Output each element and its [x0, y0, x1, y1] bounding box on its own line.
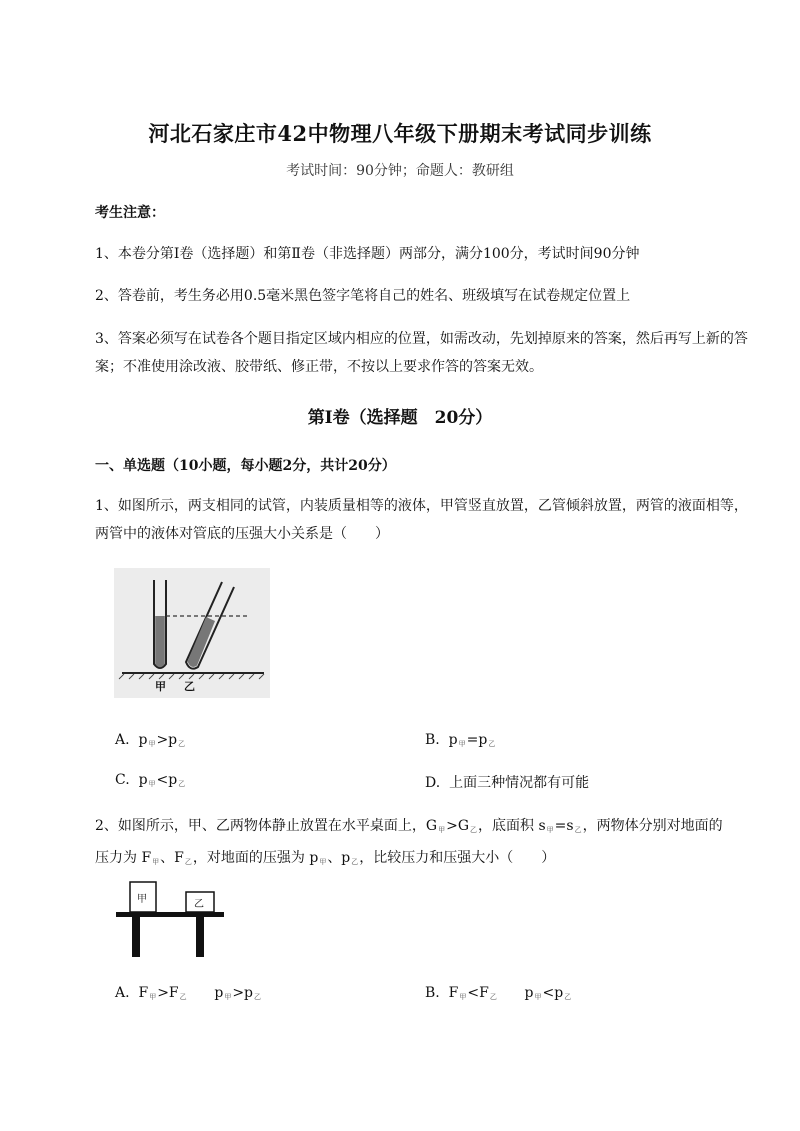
q1-option-c[interactable]: C. $p_甲<p_乙$: [115, 772, 186, 788]
q1-option-a[interactable]: A. $p_甲>p_乙$: [115, 732, 186, 748]
q2-option-a[interactable]: A. $F_甲>F_乙$ $p_甲>p_乙$: [115, 985, 262, 1001]
question-2-line-1: 2、如图所示，甲、乙两物体静止放置在水平桌面上，$G_甲>G_乙$，底面积 $s_甲=s_乙$，两物体分别对地面的: [95, 818, 723, 834]
table-blocks-diagram: [116, 880, 226, 960]
question-1-text: 1、如图所示，两支相同的试管，内装质量相等的液体，甲管竖直放置，乙管倾斜放置，两管的液面相等，两管中的液体对管底的压强大小关系是（ ）: [95, 498, 748, 542]
figure2-label-yi: 乙: [194, 899, 204, 910]
q1-option-d[interactable]: D. 上面三种情况都有可能: [425, 775, 590, 791]
question-2-line-2: 压力为 $F_甲$、$F_乙$，对地面的压强为 $p_甲$、$p_乙$，比较压力和压强大小（ ）: [95, 850, 556, 866]
figure1-label-yi: 乙: [184, 680, 195, 693]
figure1-label-jia: 甲: [155, 680, 166, 693]
notice-item-3: 3、答案必须写在试卷各个题目指定区域内相应的位置，如需改动，先划掉原来的答案，然后再写上新的答案；不准使用涂改液、胶带纸、修正带，不按以上要求作答的答案无效。: [95, 331, 748, 375]
notice-heading: 考生注意：: [95, 205, 165, 221]
question-2-text: [95, 812, 755, 876]
table-blocks-figure: [116, 880, 226, 960]
q2-option-b[interactable]: B. $F_甲<F_乙$ $p_甲<p_乙$: [425, 985, 572, 1001]
notice-item-1: 1、本卷分第I卷（选择题）和第Ⅱ卷（非选择题）两部分，满分100分，考试时间90分钟: [95, 246, 640, 262]
section-title: 第I卷（选择题 20分）: [307, 408, 493, 428]
page-subtitle: 考试时间：90分钟；命题人：教研组: [286, 163, 514, 179]
part-heading: 一、单选题（10小题，每小题2分，共计20分）: [95, 458, 396, 474]
test-tube-figure: [114, 568, 270, 698]
notice-item-2: 2、答卷前，考生务必用0.5毫米黑色签字笔将自己的姓名、班级填写在试卷规定位置上: [95, 288, 631, 304]
test-tube-diagram: [114, 568, 270, 698]
figure2-label-jia: 甲: [137, 894, 147, 905]
page-title: 河北石家庄市42中物理八年级下册期末考试同步训练: [148, 121, 652, 146]
q1-option-b[interactable]: B. $p_甲=p_乙$: [425, 732, 496, 748]
